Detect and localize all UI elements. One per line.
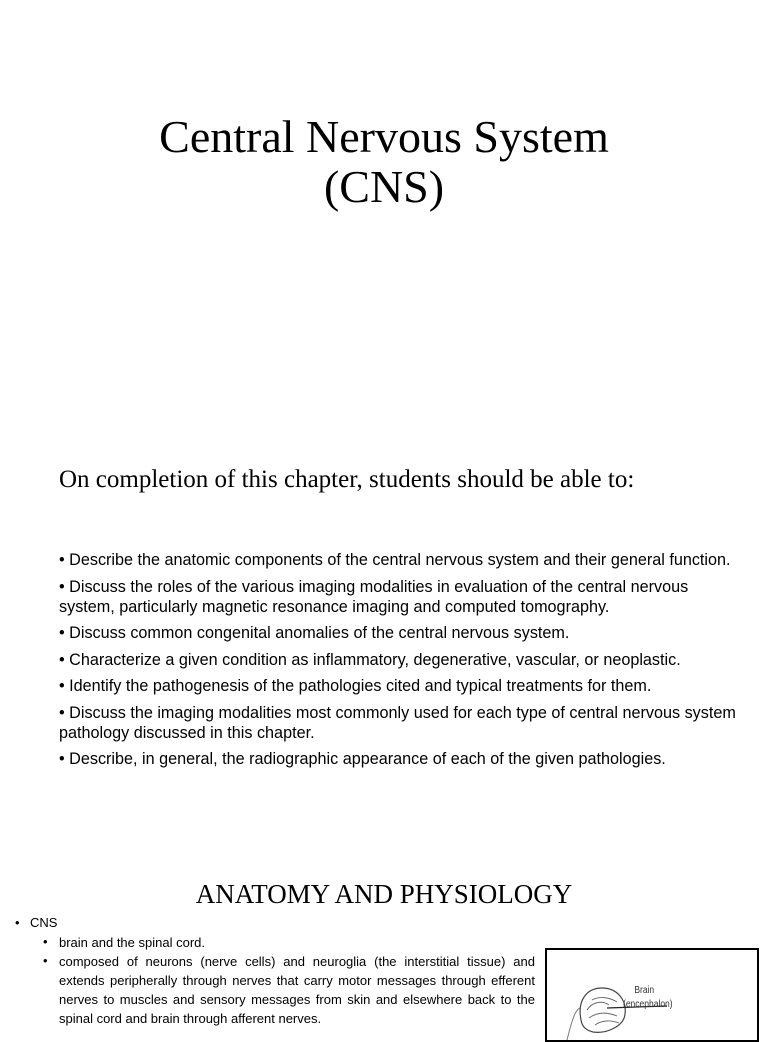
cns-sub-item-text: brain and the spinal cord.	[59, 935, 205, 950]
brain-figure	[545, 948, 759, 1042]
bullet-icon: •	[43, 953, 48, 968]
cns-bullet-label: CNS	[30, 915, 58, 930]
figure-label	[623, 984, 673, 1012]
slide-title-line-1: Central Nervous System	[159, 111, 609, 162]
objective-item: • Describe, in general, the radiographic appearance of each of the given pathologies.	[59, 750, 666, 768]
anatomy-heading: ANATOMY AND PHYSIOLOGY	[195, 879, 573, 909]
objective-item: • Identify the pathogenesis of the pathologies cited and typical treatments for them.	[59, 677, 652, 695]
slide-title	[0, 112, 768, 212]
cns-sub-list	[43, 933, 535, 1028]
objective-item: • Describe the anatomic components of the central nervous system and their general function.	[59, 551, 731, 569]
objective-item: • Characterize a given condition as inflammatory, degenerative, vascular, or neoplastic.	[59, 650, 681, 669]
slide-title-line-2: (CNS)	[323, 161, 445, 212]
cns-bullet	[15, 914, 57, 932]
objectives-heading: On completion of this chapter, students should be able to:	[59, 466, 635, 493]
objective-item: • Discuss common congenital anomalies of the central nervous system.	[59, 624, 570, 642]
objective-item: • Discuss the roles of the various imaging modalities in evaluation of the central nervous system, particularly magnetic resonance imaging and computed tomography.	[59, 577, 689, 616]
bullet-icon: •	[15, 915, 20, 930]
cns-sub-item	[43, 933, 535, 952]
figure-label-line-2: (encephalon)	[623, 999, 673, 1010]
objective-item: • Discuss the imaging modalities most commonly used for each type of central nervous system pathology discussed in this chapter.	[59, 703, 736, 742]
cns-sub-item-text: composed of neurons (nerve cells) and neuroglia (the interstitial tissue) and extends peripherally through nerves that carry motor messages through efferent nerves to muscles and sensory messages from skin and elsewhere back to the spinal cord and brain through afferent nerves.	[59, 954, 535, 1026]
bullet-icon: •	[43, 934, 48, 949]
cns-sub-item	[43, 952, 535, 1028]
figure-label-line-1: Brain	[634, 985, 655, 996]
objectives-list	[59, 550, 739, 776]
